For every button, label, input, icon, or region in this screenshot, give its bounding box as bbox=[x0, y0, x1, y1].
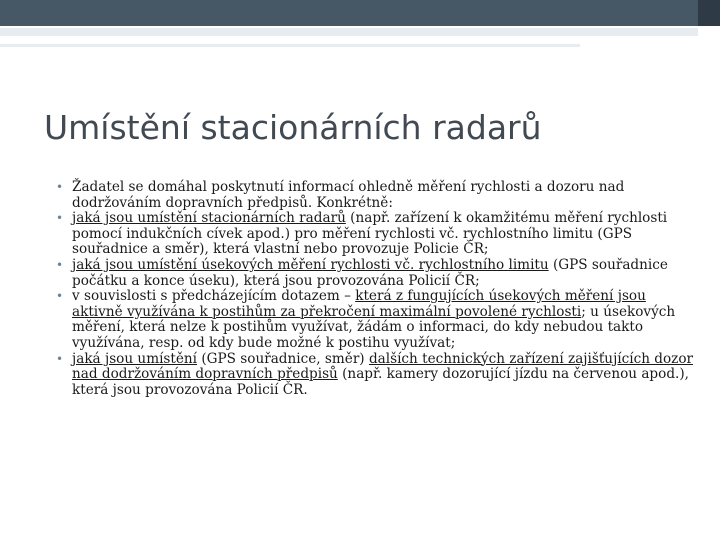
top-decor-bar bbox=[0, 0, 698, 26]
bullet-text: Žadatel se domáhal poskytnutí informací ohledně měření rychlosti a dozoru nad dodržováním dopravních předpisů. Konkrétně: bbox=[72, 179, 625, 211]
bullet-item bbox=[56, 211, 696, 258]
bullet-item bbox=[56, 352, 696, 399]
bullet-text: (GPS souřadnice, směr) bbox=[197, 350, 369, 367]
bullet-underlined-text: jaká jsou umístění stacionárních radarů bbox=[72, 210, 346, 227]
bullet-list bbox=[56, 180, 696, 398]
bullet-text: (např. zařízení k okamžitému měření rychlosti pomocí indukčních cívek apod.) pro měření rychlosti vč. rychlostního limitu (GPS souřadnice a směr), která vlastní nebo provozuje Policie ČR; bbox=[72, 210, 668, 258]
bullet-text: (např. kamery dozorující jízdu na červenou apod.), která jsou provozována Policií ČR. bbox=[72, 366, 689, 398]
bullet-underlined-text: která z fungujících úsekových měření jsou aktivně využívána k postihům za překročení maximální povolené rychlosti bbox=[72, 288, 646, 320]
slide-title: Umístění stacionárních radarů bbox=[44, 108, 542, 147]
bullet-item bbox=[56, 289, 696, 351]
bullet-item bbox=[56, 180, 696, 211]
bullet-underlined-text: dalších technických zařízení zajišťujících dozor nad dodržováním dopravních předpisů bbox=[72, 350, 694, 383]
top-decor-thin-line bbox=[0, 44, 580, 47]
bullet-text: (GPS souřadnice počátku a konce úseku), která jsou provozována Policií ČR; bbox=[72, 256, 668, 289]
bullet-item bbox=[56, 258, 696, 289]
top-decor-accent bbox=[698, 0, 720, 26]
top-decor-line bbox=[0, 28, 698, 36]
bullet-text: ; u úsekových měření, která nelze k postihům využívat, žádám o informaci, do kdy nebudou takto využívána, resp. od kdy bude možné k postihu využívat; bbox=[72, 303, 676, 351]
bullet-text: v souvislosti s předcházejícím dotazem – bbox=[72, 288, 356, 305]
bullet-underlined-text: jaká jsou umístění úsekových měření rychlosti vč. rychlostního limitu bbox=[72, 256, 549, 273]
bullet-underlined-text: jaká jsou umístění bbox=[72, 350, 198, 367]
